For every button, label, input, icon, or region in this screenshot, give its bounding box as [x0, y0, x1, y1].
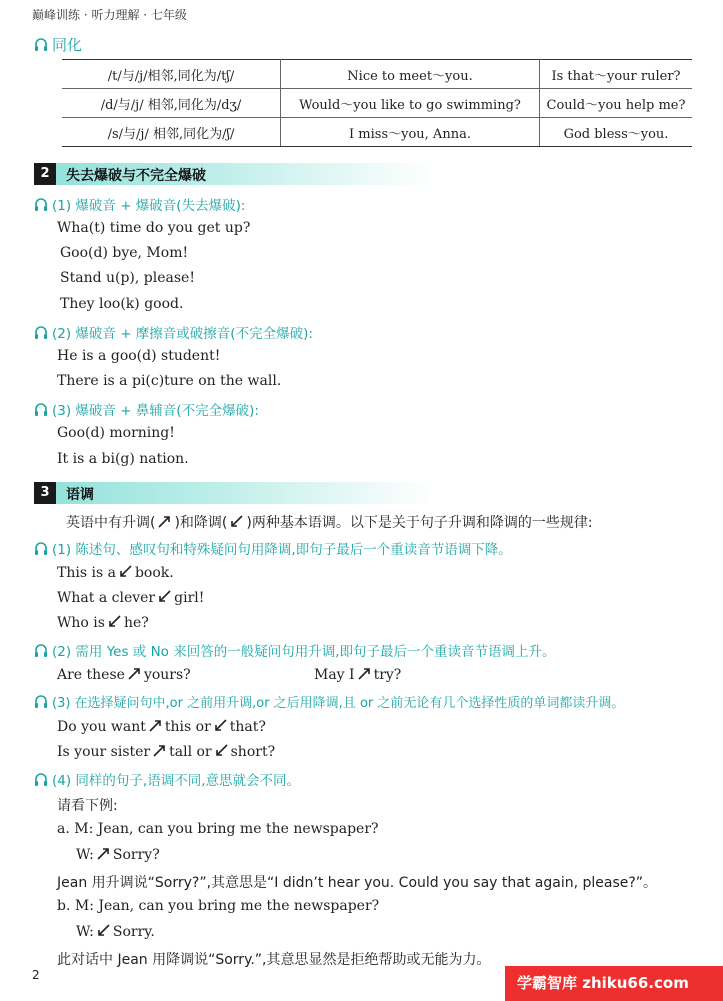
- section-3-sub-3: (3) 在选择疑问句中,or 之前用升调,or 之后用降调,且 or 之前无论有几个选择性质的单词都读升调。: [34, 692, 624, 711]
- rising-arrow-icon: [357, 666, 372, 681]
- table-cell: Nice to meet～you.: [281, 60, 540, 89]
- example-line: Stand u(p), please!: [60, 270, 195, 286]
- dialogue-line: W: Sorry?: [76, 847, 160, 863]
- table-cell: Is that～your ruler?: [540, 60, 693, 89]
- dialogue-line: b. M: Jean, can you bring me the newspaper?: [57, 898, 380, 914]
- headphones-icon: [34, 38, 48, 51]
- table-row: [62, 89, 692, 118]
- assimilation-title: 同化: [34, 34, 82, 55]
- example-line: Do you want this or that?: [57, 719, 266, 735]
- table-cell: /s/与/j/ 相邻,同化为/ʃ/: [62, 118, 281, 147]
- headphones-icon: [34, 542, 48, 555]
- example-line: Wha(t) time do you get up?: [57, 220, 251, 236]
- example-line: Are these yours?: [57, 667, 191, 683]
- table-cell: Would～you like to go swimming?: [281, 89, 540, 118]
- falling-arrow-icon: [96, 923, 111, 938]
- table-cell: Could～you help me?: [540, 89, 693, 118]
- headphones-icon: [34, 326, 48, 339]
- see-examples: 请看下例:: [57, 798, 118, 814]
- section-3-band: [34, 482, 434, 504]
- section-2-number: 2: [34, 163, 56, 185]
- falling-arrow-icon: [213, 718, 228, 733]
- example-line: There is a pi(c)ture on the wall.: [57, 373, 282, 389]
- section-3-title: 语调: [66, 487, 94, 503]
- table-cell: I miss～you, Anna.: [281, 118, 540, 147]
- example-line: What a clever girl!: [57, 590, 205, 606]
- dialogue-line: W: Sorry.: [76, 924, 155, 940]
- example-line: Goo(d) bye, Mom!: [60, 245, 189, 261]
- section-3-sub-2: (2) 需用 Yes 或 No 来回答的一般疑问句用升调,即句子最后一个重读音节语调上升。: [34, 640, 556, 660]
- example-line: They loo(k) good.: [60, 296, 184, 312]
- assimilation-table: [62, 59, 692, 147]
- falling-arrow-icon: [157, 589, 172, 604]
- watermark-banner: 学霸智库 zhiku66.com: [505, 966, 723, 1001]
- intonation-intro: 英语中有升调( )和降调( )两种基本语调。以下是关于句子升调和降调的一些规律:: [66, 515, 593, 531]
- section-2-sub-3: (3) 爆破音 + 鼻辅音(不完全爆破):: [34, 399, 259, 419]
- example-line: He is a goo(d) student!: [57, 348, 221, 364]
- section-3-sub-1: (1) 陈述句、感叹句和特殊疑问句用降调,即句子最后一个重读音节语调下降。: [34, 538, 512, 558]
- headphones-icon: [34, 773, 48, 786]
- section-3-number: 3: [34, 482, 56, 504]
- rising-arrow-icon: [157, 514, 172, 529]
- headphones-icon: [34, 198, 48, 211]
- rising-arrow-icon: [96, 846, 111, 861]
- falling-arrow-icon: [118, 564, 133, 579]
- rising-arrow-icon: [148, 718, 163, 733]
- explanation-line: Jean 用升调说“Sorry?”,其意思是“I didn’t hear you. Could you say that again, please?”。: [57, 875, 658, 891]
- table-row: [62, 60, 692, 89]
- falling-arrow-icon: [229, 514, 244, 529]
- rising-arrow-icon: [127, 666, 142, 681]
- section-2-sub-1: (1) 爆破音 + 爆破音(失去爆破):: [34, 194, 245, 214]
- headphones-icon: [34, 644, 48, 657]
- falling-arrow-icon: [214, 743, 229, 758]
- example-line: It is a bi(g) nation.: [57, 451, 189, 467]
- section-2-sub-2: (2) 爆破音 + 摩擦音或破擦音(不完全爆破):: [34, 322, 313, 342]
- table-cell: /d/与/j/ 相邻,同化为/dʒ/: [62, 89, 281, 118]
- dialogue-line: a. M: Jean, can you bring me the newspaper?: [57, 821, 379, 837]
- example-line: Who is he?: [57, 615, 149, 631]
- example-line: May I try?: [314, 667, 402, 683]
- table-row: [62, 118, 692, 147]
- explanation-line: 此对话中 Jean 用降调说“Sorry.”,其意思显然是拒绝帮助或无能为力。: [57, 952, 491, 968]
- table-cell: /t/与/j/相邻,同化为/tʃ/: [62, 60, 281, 89]
- example-line: Goo(d) morning!: [57, 425, 175, 441]
- falling-arrow-icon: [107, 614, 122, 629]
- rising-arrow-icon: [152, 743, 167, 758]
- headphones-icon: [34, 403, 48, 416]
- page-header: 巅峰训练 · 听力理解 · 七年级: [32, 8, 187, 22]
- table-cell: God bless～you.: [540, 118, 693, 147]
- section-3-sub-4: (4) 同样的句子,语调不同,意思就会不同。: [34, 769, 300, 789]
- section-2-title: 失去爆破与不完全爆破: [66, 168, 206, 184]
- example-line: This is a book.: [57, 565, 174, 581]
- headphones-icon: [34, 695, 48, 708]
- page-number: 2: [32, 968, 40, 982]
- example-line: Is your sister tall or short?: [57, 744, 276, 760]
